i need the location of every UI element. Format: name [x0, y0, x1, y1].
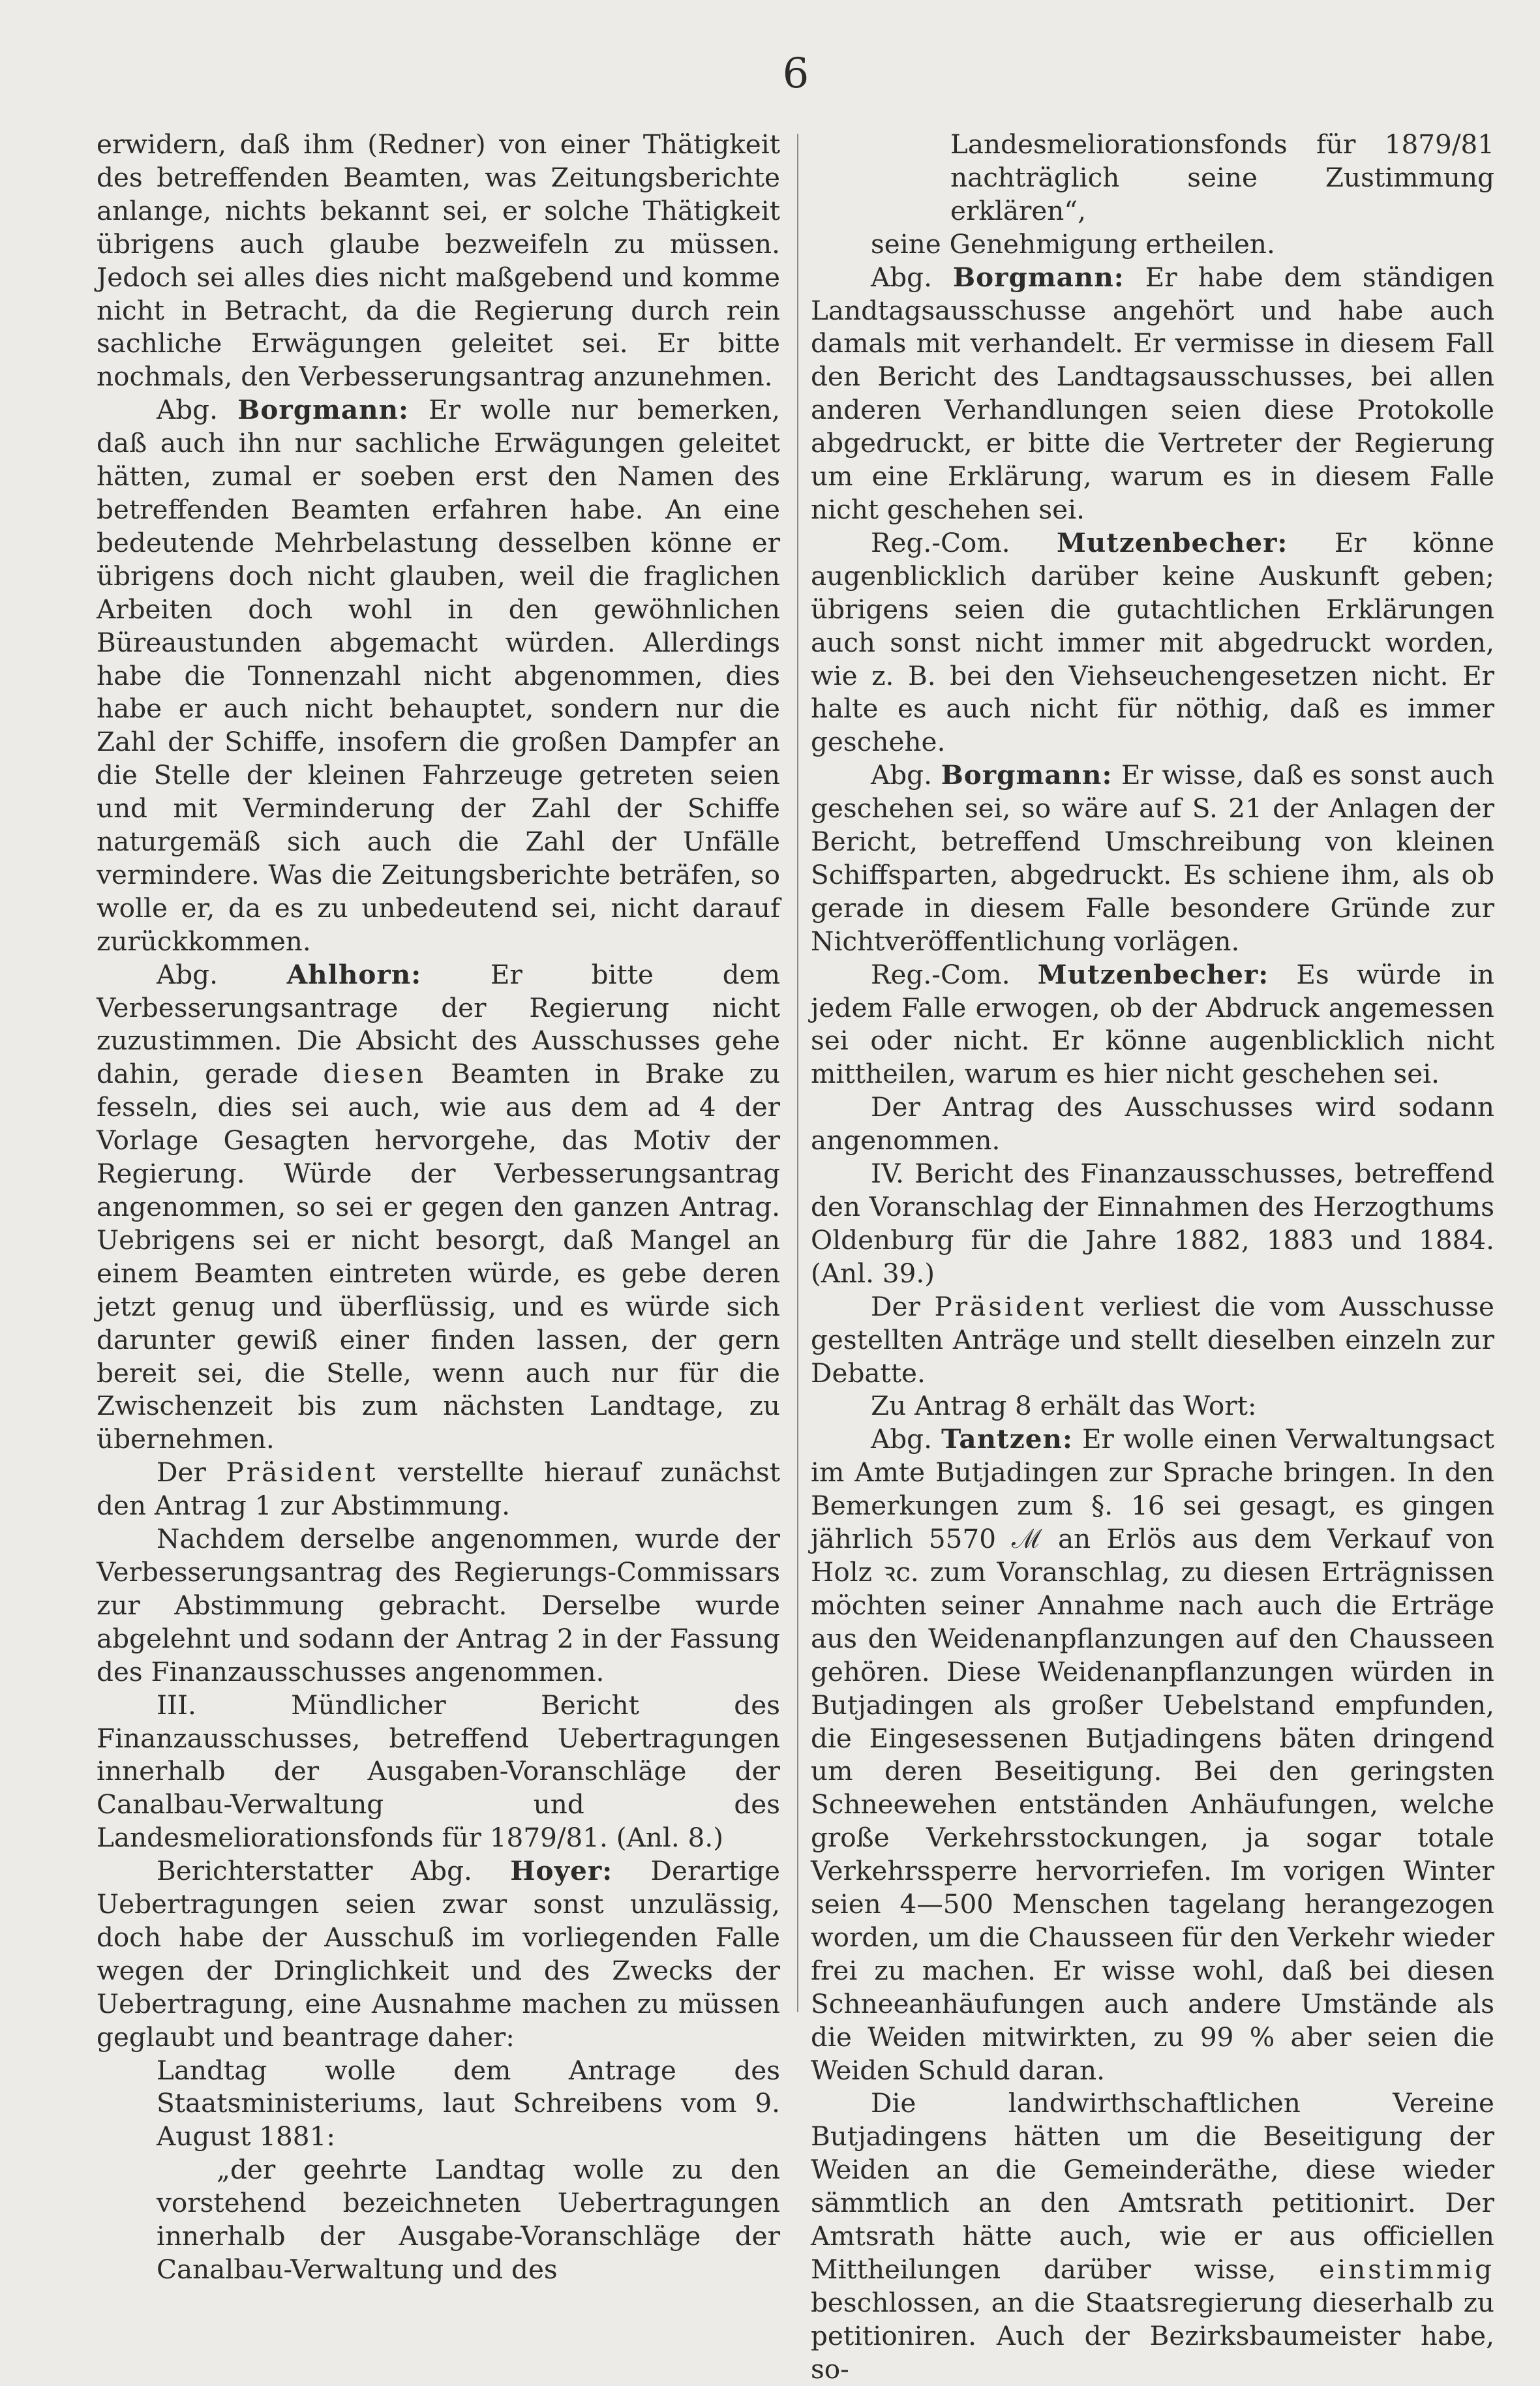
paragraph-text: verstellte hierauf zunächst den Antrag 1 zur Abstimmung. — [97, 1457, 780, 1522]
spaced-text: Präsident — [934, 1290, 1087, 1322]
speaker-name: Mutzenbecher: — [1037, 958, 1269, 990]
paragraph: erwidern, daß ihm (Redner) von einer Thätigkeit des betreffenden Beamten, was Zeitungsberichte anlange, nichts bekannt sei, er solche Thätigkeit übrigens auch glaube bezweifeln zu müssen. Jedoch sei alles dies nicht maßgebend und komme nicht in Betracht, da die Regierung durch rein sachliche Erwägungen geleitet sei. Er bitte nochmals, den Verbesserungsantrag anzunehmen. — [97, 128, 780, 393]
motion-text: seine Genehmigung ertheilen. — [871, 228, 1275, 260]
column-divider — [797, 134, 798, 2012]
paragraph — [97, 393, 780, 958]
paragraph — [97, 1854, 780, 2053]
speaker-name: Ahlhorn: — [286, 958, 422, 990]
page-number: 6 — [782, 50, 809, 98]
quoted-motion-continued: Landesmeliorationsfonds für 1879/81 nachträglich seine Zustimmung erklären“, — [950, 128, 1494, 226]
paragraph-text: Die landwirthschaftlichen Vereine Butjadingens hätten um die Beseitigung der Weiden an die Gemeinderäthe, diese wieder sämmtlich an den Amtsrath petitionirt. Der Amtsrath hätte auch, wie er aus officiellen Mittheilungen darüber wisse, — [811, 2087, 1494, 2285]
paragraph: Nachdem derselbe angenommen, wurde der Verbesserungsantrag des Regierungs-Commissars zur Abstimmung gebracht. Derselbe wurde abgelehnt und sodann der Antrag 2 in der Fassung des Finanzausschusses angenommen. — [97, 1523, 780, 1687]
paragraph-text: verliest die vom Ausschusse gestellten Anträge und stellt dieselben einzeln zur Debatte. — [811, 1290, 1494, 1389]
paragraph-text: Der — [157, 1457, 226, 1488]
paragraph-text: Er bitte dem Verbesserungsantrage der Regierung nicht zuzustimmen. Die Absicht des Ausschusses gehe dahin, gerade — [97, 958, 780, 1090]
right-column — [811, 128, 1494, 2386]
speaker-name: Tantzen: — [941, 1423, 1073, 1455]
speaker-prefix: Abg. — [871, 1423, 932, 1455]
paragraph-text: Der — [871, 1290, 935, 1322]
paragraph — [811, 261, 1494, 526]
speaker-prefix: Abg. — [157, 958, 218, 990]
quoted-motion: „der geehrte Landtag wolle zu den vorstehend bezeichneten Uebertragungen innerhalb der Ausgabe-Voranschläge der Canalbau-Verwaltung und des — [157, 2154, 780, 2285]
paragraph — [811, 2087, 1494, 2385]
paragraph — [97, 958, 780, 1457]
paragraph-text: Er könne augenblicklich darüber keine Auskunft geben; übrigens seien die gutachtlichen Erklärungen auch sonst nicht immer mit abgedruckt worden, wie z. B. bei den Viehseuchengesetzen nicht. Er halte es auch nicht für nöthig, daß es immer geschehe. — [811, 526, 1495, 758]
paragraph — [811, 1290, 1494, 1390]
speaker-prefix: Berichterstatter Abg. — [157, 1855, 472, 1887]
speaker-prefix: Abg. — [157, 394, 218, 426]
paragraph — [97, 1456, 780, 1522]
speaker-prefix: Abg. — [871, 261, 932, 293]
speaker-name: Hoyer: — [510, 1855, 613, 1887]
speaker-name: Borgmann: — [952, 261, 1125, 293]
spaced-text: Präsident — [226, 1457, 378, 1488]
paragraph: Der Antrag des Ausschusses wird sodann angenommen. — [811, 1091, 1494, 1156]
section-heading: III. Mündlicher Bericht des Finanzausschusses, betreffend Uebertragungen innerhalb der Ausgaben-Voranschläge der Canalbau-Verwaltung und des Landesmeliorationsfonds für 1879/81. (Anl. 8.) — [97, 1689, 780, 1854]
paragraph — [811, 958, 1494, 1091]
paragraph — [811, 1423, 1494, 2087]
paragraph-text: Er wolle nur bemerken, daß auch ihn nur sachliche Erwägungen geleitet hätten, zumal er soeben erst den Namen des betreffenden Beamten erfahren habe. An eine bedeutende Mehrbelastung desselben könne er übrigens doch nicht glauben, weil die fraglichen Arbeiten doch wohl in den gewöhnlichen Büreaustunden abgemacht würden. Allerdings habe die Tonnenzahl nicht abgenommen, dies habe er auch nicht behauptet, sondern nur die Zahl der Schiffe, insofern die großen Dampfer an die Stelle der kleinen Fahrzeuge getreten seien und mit Verminderung der Zahl der Schiffe naturgemäß sich auch die Zahl der Unfälle vermindere. Was die Zeitungsberichte beträfen, so wolle er, da es zu unbedeutend sei, nicht darauf zurückkommen. — [97, 394, 780, 957]
paragraph-text: beschlossen, an die Staatsregierung dieserhalb zu petitioniren. Auch der Bezirksbaumeister habe, so- — [811, 2286, 1494, 2385]
paragraph-text: Derartige Uebertragungen seien zwar sonst unzulässig, doch habe der Ausschuß im vorliegenden Falle wegen der Dringlichkeit und des Zwecks der Uebertragung, eine Ausnahme machen zu müssen geglaubt und beantrage daher: — [97, 1855, 780, 2053]
motion-text: Landtag wolle dem Antrage des Staatsministeriums, laut Schreibens vom 9. August 1881: — [157, 2054, 780, 2152]
speaker-prefix: Reg.-Com. — [871, 526, 1010, 558]
spaced-text: diesen — [323, 1058, 427, 1090]
section-heading: IV. Bericht des Finanzausschusses, betreffend den Voranschlag der Einnahmen des Herzogthums Oldenburg für die Jahre 1882, 1883 und 1884. (Anl. 39.) — [811, 1158, 1494, 1289]
spaced-text: einstimmig — [1319, 2254, 1494, 2285]
paragraph-text: Beamten in Brake zu fesseln, dies sei auch, wie aus dem ad 4 der Vorlage Gesagten hervorgehe, das Motiv der Regierung. Würde der Verbesserungsantrag angenommen, so sei er gegen den ganzen Antrag. Uebrigens sei er nicht besorgt, daß Mangel an einem Beamten eintreten würde, es gebe deren jetzt genug und überflüssig, und es würde sich darunter gewiß einer finden lassen, der gern bereit sei, die Stelle, wenn auch nur für die Zwischenzeit bis zum nächsten Landtage, zu übernehmen. — [97, 1058, 781, 1455]
paragraph-text: Es würde in jedem Falle erwogen, ob der Abdruck angemessen sei oder nicht. Er könne augenblicklich nicht mittheilen, warum es hier nicht geschehen sei. — [811, 958, 1494, 1090]
speaker-prefix: Abg. — [871, 759, 932, 791]
speaker-prefix: Reg.-Com. — [871, 958, 1010, 990]
paragraph-text: Er wisse, daß es sonst auch geschehen sei, so wäre auf S. 21 der Anlagen der Bericht, betreffend Umschreibung von kleinen Schiffsparten, abgedruckt. Es schiene ihm, als ob gerade in diesem Falle besondere Gründe zur Nichtveröffentlichung vorlägen. — [811, 759, 1494, 957]
speaker-name: Mutzenbecher: — [1056, 526, 1288, 558]
paragraph: Zu Antrag 8 erhält das Wort: — [871, 1390, 1257, 1422]
paragraph — [811, 526, 1494, 759]
speaker-name: Borgmann: — [941, 759, 1113, 791]
speaker-name: Borgmann: — [237, 394, 409, 426]
left-column — [97, 128, 780, 2286]
paragraph-text: Er habe dem ständigen Landtagsausschusse angehört und habe auch damals mit verhandelt. Er vermisse in diesem Fall den Bericht des Landtagsausschusses, bei allen anderen Verhandlungen seien diese Protokolle abgedruckt, er bitte die Vertreter der Regierung um eine Erklärung, warum es in diesem Falle nicht geschehen sei. — [811, 261, 1494, 525]
paragraph — [811, 759, 1494, 958]
paragraph-text: Er wolle einen Verwaltungsact im Amte Butjadingen zur Sprache bringen. In den Bemerkungen zum §. 16 sei gesagt, es gingen jährlich 5570 ℳ an Erlös aus dem Verkauf von Holz ꝛc. zum Voranschlag, zu diesen Erträgnissen möchten seiner Annahme nach auch die Erträge aus den Weidenanpflanzungen auf den Chausseen gehören. Diese Weidenanpflanzungen würden in Butjadingen als großer Uebelstand empfunden, die Eingesessenen Butjadingens bäten dringend um deren Beseitigung. Bei den geringsten Schneewehen entständen Anhäufungen, welche große Verkehrsstockungen, ja sogar totale Verkehrssperre hervorriefen. Im vorigen Winter seien 4—500 Menschen tagelang herangezogen worden, um die Chausseen für den Verkehr wieder frei zu machen. Er wisse wohl, daß bei diesen Schneeanhäufungen auch andere Umstände als die Weiden mitwirkten, zu 99 % aber seien die Weiden Schuld daran. — [811, 1423, 1495, 2086]
